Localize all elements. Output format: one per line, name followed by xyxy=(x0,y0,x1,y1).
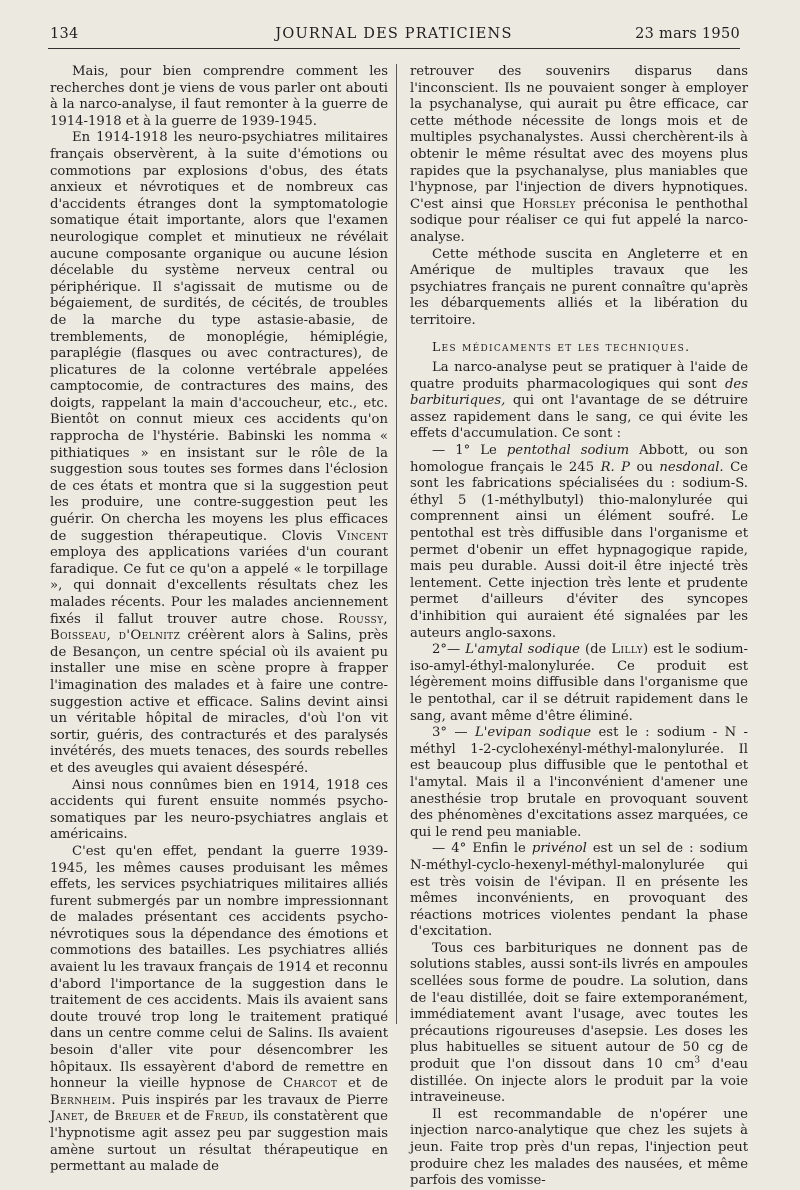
list-item: 3° — L'evipan sodique est le : sodium - N - méthyl 1-2-cyclohexényl-méthyl-malonylurée. Il est beaucoup plus diffusible que le pentothal et l'amytal. Mais il a l'inconvénient d'amener une anesthésie trop brutale en provoquant souvent des phénomènes d'excitations assez marquées, ce qui le rend peu maniable. xyxy=(410,725,748,840)
paragraph: Il est recommandable de n'opérer une injection narco-analytique que chez les sujets à jeun. Faite trop près d'un repas, l'injection peut produire chez les malades des nausées, et même parfois des vomisse- xyxy=(410,1106,748,1189)
list-item: — 4° Enfin le privénol est un sel de : sodium N-méthyl-cyclo-hexenyl-méthyl-malonylurée qui est très voisin de l'évipan. Il en présente les mêmes inconvénients, en provoquant des réactions motrices violentes pendant la phase d'excitation. xyxy=(410,841,748,940)
author-name: Freud xyxy=(205,1109,245,1125)
author-name: Lilly xyxy=(611,642,644,658)
list-item: — 1° Le pentothal sodium Abbott, ou son homologue français le 245 R. P ou nesdonal. Ce sont les fabrications spécialisées du : sodium-S. éthyl 5 (1-méthylbutyl) thio-malonylurée qui comprennent ainsi un élément soufré. Le pentothal est très diffusible dans l'organisme et permet d'obenir un effet hypnagogique rapide, mais peu durable. Aussi doit-il être injecté très lentement. Cette injection très lente et prudente permet d'ailleurs d'éviter des syncopes d'inhibition qui auraient été signalées par les auteurs anglo-saxons. xyxy=(410,443,748,641)
paragraph: En 1914-1918 les neuro-psychiatres militaires français observèrent, à la suite d'émotions ou commotions par explosions d'obus, des états anxieux et névrotiques et de nombreux cas d'accidents étranges dont la symptomatologie somatique était importante, alors que l'examen neurologique complet et minutieux ne révélait aucune composante organique ou aucune lésion décelable du système nerveux central ou périphérique. Il s'agissait de mutisme ou de bégaiement, de surdités, de cécités, de troubles de la marche du type astasie-abasie, de tremblements, de monoplégie, hémiplégie, paraplégie (flasques ou avec contractures), de plicatures de la colonne vertébrale appelées camptocomie, de contractures des mains, des doigts, rappelant la main d'accoucheur, etc., etc. Bientôt on connut mieux ces accidents qu'on rapprocha de l'hystérie. Babinski les nomma « pithiatiques » en insistant sur le rôle de la suggestion sous toutes ses formes dans l'éclosion de ces états et montra que si la suggestion peut les produire, une contre-suggestion peut les guérir. On chercha les moyens les plus efficaces de suggestion thérapeutique. Clovis Vincent employa des applications variées d'un courant faradique. Ce fut ce qu'on a appelé « le torpillage », qui donnait d'excellents résultats chez les malades récents. Pour les malades anciennement fixés il fallut trouver autre chose. Roussy, Boisseau, d'Oelnitz créèrent alors à Salins, près de Besançon, un centre spécial où ils avaient pu installer une mise en scène propre à frapper l'imagination des malades et à faire une contre-suggestion active et efficace. Salins devint ainsi un véritable hôpital de miracles, d'où l'on vit sortir, guéris, des contracturés et des paralysés invétérés, des muets tenaces, des sourds rebelles et des aveugles qui avaient désespéré. xyxy=(50,130,388,776)
section-heading: Les médicaments et les techniques. xyxy=(432,338,691,354)
page-number: 134 xyxy=(50,26,79,42)
paragraph: Cette méthode suscita en Angleterre et en Amérique de multiples travaux que les psychiatres français ne purent connaître qu'après les débarquements alliés et la libération du territoire. xyxy=(410,246,748,328)
page-header xyxy=(48,22,740,49)
author-name: Bernheim xyxy=(50,1092,112,1108)
paragraph: Ainsi nous connûmes bien en 1914, 1918 ces accidents qui furent ensuite nommés psycho-somatiques par les neuro-psychiatres anglais et américains. xyxy=(50,777,388,843)
author-name: Breuer xyxy=(114,1109,161,1125)
paragraph: retrouver des souvenirs disparus dans l'inconscient. Ils ne pouvaient songer à employer la psychanalyse, qui aurait pu être efficace, car cette méthode nécessite de longs mois et de multiples psychanalystes. Aussi cherchèrent-ils à obtenir le même résultat avec des moyens plus rapides que la psychanalyse, plus maniables que l'hypnose, par l'injection de divers hypnotiques. C'est ainsi que Horsley préconisa le penthothal sodique pour réaliser ce qui fut appelé la narco-analyse. xyxy=(410,64,748,245)
right-column xyxy=(410,64,748,1190)
author-name: Charcot xyxy=(283,1076,338,1092)
author-name: Vincent xyxy=(336,528,388,544)
column-divider xyxy=(396,64,397,1024)
list-item: 2°— L'amytal sodique (de Lilly) est le sodium-iso-amyl-éthyl-malonylurée. Ce produit est légèrement moins diffusible dans l'organisme que le pentothal, car il se détruit rapidement dans le sang, avant même d'être éliminé. xyxy=(410,642,748,724)
journal-title: JOURNAL DES PRATICIENS xyxy=(275,26,513,42)
issue-date: 23 mars 1950 xyxy=(635,26,740,42)
author-name: Horsley xyxy=(522,196,576,212)
left-column xyxy=(50,64,388,1176)
author-name: Janet xyxy=(50,1109,85,1125)
paragraph: Mais, pour bien comprendre comment les recherches dont je viens de vous parler ont abouti à la narco-analyse, il faut remonter à la guerre de 1914-1918 et à la guerre de 1939-1945. xyxy=(50,64,388,129)
paragraph: La narco-analyse peut se pratiquer à l'aide de quatre produits pharmacologiques qui sont des barbituriques, qui ont l'avantage de se détruire assez rapidement dans le sang, ce qui évite les effets d'accumulation. Ce sont : xyxy=(410,360,748,442)
paragraph: Tous ces barbituriques ne donnent pas de solutions stables, aussi sont-ils livrés en ampoules scellées sous forme de poudre. La solution, dans de l'eau distillée, doit se faire extemporanément, immédiatement avant l'usage, avec toutes les précautions rigoureuses d'asepsie. Les doses les plus habituelles se situent autour de 50 cg de produit que l'on dissout dans 10 $cm^3$ d'eau distillée. On injecte alors le produit par la voie intraveineuse. xyxy=(410,940,748,1106)
author-name: Roussy, Boisseau, d'Oelnitz xyxy=(50,611,388,644)
paragraph: C'est qu'en effet, pendant la guerre 1939-1945, les mêmes causes produisant les mêmes effets, les services psychiatriques militaires alliés furent submergés par un nombre impressionnant de malades présentant ces accidents psycho-névrotiques sous la dépendance des émotions et commotions des batailles. Les psychiatres alliés avaient lu les travaux français de 1914 et reconnu d'abord l'importance de la suggestion dans le traitement de ces accidents. Mais ils avaient sans doute trouvé trop long le traitement pratiqué dans un centre comme celui de Salins. Ils avaient besoin d'aller vite pour désencombrer les hôpitaux. Ils essayèrent d'abord de remettre en honneur la vieille hypnose de Charcot et de Bernheim. Puis inspirés par les travaux de Pierre Janet, de Breuer et de Freud, ils constatèrent que l'hypnotisme agit assez peu par suggestion mais amène surtout un résultat thérapeutique en permettant au malade de xyxy=(50,843,388,1175)
